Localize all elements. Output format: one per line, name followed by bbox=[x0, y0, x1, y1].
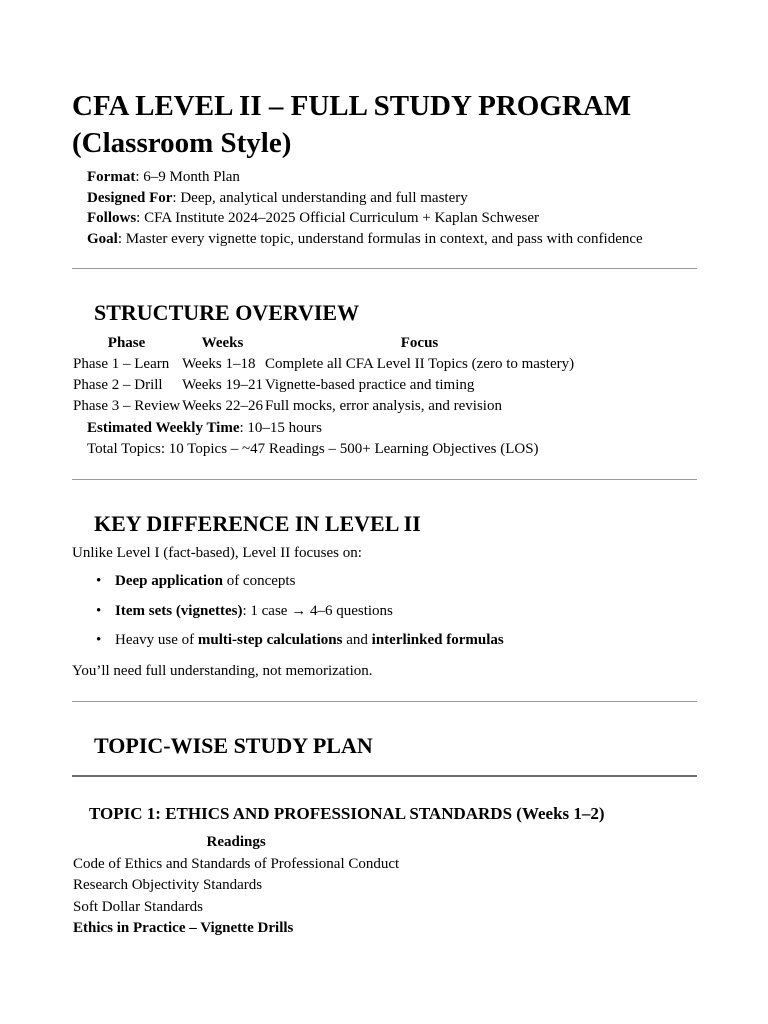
topic-plan-heading: TOPIC-WISE STUDY PLAN bbox=[94, 733, 373, 758]
key-difference-list bbox=[94, 571, 504, 660]
table-row bbox=[72, 396, 575, 417]
column-header: Phase bbox=[107, 335, 146, 351]
weeks-cell: Weeks 1–18 bbox=[182, 356, 256, 372]
section-divider bbox=[72, 479, 697, 480]
column-header: Weeks bbox=[201, 335, 244, 351]
structure-heading: STRUCTURE OVERVIEW bbox=[94, 300, 360, 325]
bullet-icon: • bbox=[96, 602, 102, 619]
table-row bbox=[72, 854, 400, 876]
phase-cell: Phase 1 – Learn bbox=[73, 356, 170, 372]
column-header: Readings bbox=[206, 834, 266, 850]
focus-cell: Full mocks, error analysis, and revision bbox=[264, 398, 502, 414]
table-row bbox=[72, 918, 400, 940]
column-header: Focus bbox=[400, 335, 439, 351]
meta-designed-for: Designed For: Deep, analytical understanding and full mastery bbox=[87, 189, 468, 206]
program-meta bbox=[87, 167, 643, 249]
bullet-icon: • bbox=[96, 632, 102, 648]
reading-cell: Research Objectivity Standards bbox=[73, 877, 263, 893]
table-header-row bbox=[72, 333, 575, 354]
section-divider bbox=[72, 701, 697, 702]
key-difference-closing: You’ll need full understanding, not memorization. bbox=[72, 663, 373, 679]
phase-cell: Phase 2 – Drill bbox=[73, 377, 163, 393]
table-row bbox=[72, 875, 400, 897]
meta-follows: Follows: CFA Institute 2024–2025 Official Curriculum + Kaplan Schweser bbox=[87, 210, 540, 226]
weeks-cell: Weeks 22–26 bbox=[182, 398, 263, 414]
reading-cell: Code of Ethics and Standards of Professional Conduct bbox=[73, 855, 400, 872]
bullet-icon: • bbox=[96, 573, 102, 589]
page-title: CFA LEVEL II – FULL STUDY PROGRAM (Classroom Style) bbox=[72, 90, 632, 159]
phase-cell: Phase 3 – Review bbox=[73, 398, 181, 414]
focus-cell: Vignette-based practice and timing bbox=[264, 377, 475, 393]
list-item: • Item sets (vignettes): 1 case → 4–6 questions bbox=[96, 602, 393, 619]
reading-cell: Soft Dollar Standards bbox=[73, 898, 203, 915]
topic-1-heading: TOPIC 1: ETHICS AND PROFESSIONAL STANDARDS (Weeks 1–2) bbox=[89, 804, 605, 823]
section-divider bbox=[72, 268, 697, 269]
weeks-cell: Weeks 19–21 bbox=[182, 377, 263, 393]
table-row bbox=[72, 354, 575, 375]
list-item: • Deep application of concepts bbox=[96, 573, 296, 589]
structure-table bbox=[72, 333, 575, 417]
readings-table bbox=[72, 832, 400, 940]
focus-cell: Complete all CFA Level II Topics (zero to mastery) bbox=[264, 356, 575, 372]
total-topics: Total Topics: 10 Topics – ~47 Readings – 500+ Learning Objectives (LOS) bbox=[87, 441, 539, 457]
structure-summary bbox=[87, 418, 539, 460]
key-difference-heading: KEY DIFFERENCE IN LEVEL II bbox=[94, 511, 421, 536]
reading-cell: Ethics in Practice – Vignette Drills bbox=[73, 920, 294, 936]
table-row bbox=[72, 375, 575, 396]
key-difference-intro: Unlike Level I (fact-based), Level II focuses on: bbox=[72, 545, 362, 561]
table-row bbox=[72, 897, 400, 919]
meta-format: Format: 6–9 Month Plan bbox=[87, 169, 240, 185]
weekly-time: Estimated Weekly Time: 10–15 hours bbox=[87, 420, 323, 436]
list-item: • Heavy use of multi-step calculations and interlinked formulas bbox=[96, 632, 504, 648]
section-divider bbox=[72, 775, 697, 777]
meta-goal: Goal: Master every vignette topic, understand formulas in context, and pass with confidence bbox=[87, 230, 643, 247]
table-header-row bbox=[72, 832, 400, 854]
